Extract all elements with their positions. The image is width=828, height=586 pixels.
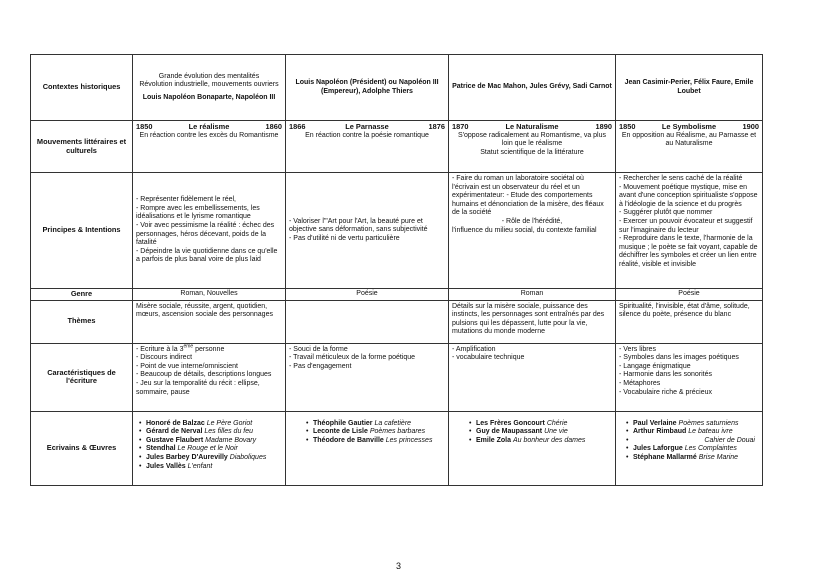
mv-start: 1870 (452, 122, 469, 131)
mv-start: 1850 (619, 122, 636, 131)
list-item: • Leconte de Lisle Poèmes barbares (303, 428, 445, 437)
text-line: - Travail méticuleux de la forme poétique (289, 354, 416, 362)
text-line: - Jeu sur la temporalité du récit : ellipse, sommaire, pause (136, 379, 260, 396)
text-line: - Vocabulaire riche & précieux (619, 388, 712, 396)
text-line: - Pas d'engagement (289, 362, 352, 370)
mv-name: Le Parnasse (345, 122, 389, 131)
row-ecrivains (31, 411, 763, 485)
text-line: - Suggérer plutôt que nommer (619, 209, 713, 217)
text-line: - Rôle de l'hérédité, (501, 217, 563, 225)
list-item: • Guy de Maupassant Une vie (466, 428, 612, 437)
row-label: Caractéristiques de l'écriture (31, 343, 133, 411)
list-item: • Théophile Gautier La cafetière (303, 420, 445, 429)
text-line: - Dépeindre la vie quotidienne dans ce qu'elle a parfois de plus banal voire de plus laid (136, 247, 278, 264)
list-item: • Stéphane Mallarmé Brise Marine (623, 454, 759, 463)
principes-naturalisme (449, 173, 616, 289)
ecrivains-parnasse (286, 411, 449, 485)
row-label: Principes & Intentions (31, 173, 133, 289)
contexte-realisme (133, 55, 286, 121)
row-caracteristiques (31, 343, 763, 411)
ecrivains-realisme (133, 411, 286, 485)
text-line: - Métaphores (619, 379, 661, 387)
mv-sub: En opposition au Réalisme, au Parnasse et au Naturalisme (621, 131, 757, 148)
text-line: Révolution industrielle, mouvements ouvriers (139, 81, 279, 89)
text-line: - Mouvement poétique mystique, mise en avant d'une conception spiritualiste s'oppose à l'idéologie de la science et du progrès (619, 183, 758, 208)
mv-start: 1850 (136, 122, 153, 131)
themes-symbolisme: Spiritualité, l'invisible, état d'âme, solitude, silence du poète, présence du blanc (616, 300, 763, 343)
text-line: - Ecriture à la 3ème personne (136, 343, 225, 353)
contexte-parnasse: Louis Napoléon (Président) ou Napoléon III (Empereur), Adolphe Thiers (286, 55, 449, 121)
mouvement-naturalisme (449, 121, 616, 173)
themes-naturalisme: Détails sur la misère sociale, puissance des instincts, les personnages sont entraînés par des pulsions qui les dépassent, lutte pour la vie, mutations du monde moderne (449, 300, 616, 343)
mv-name: Le Symbolisme (661, 122, 717, 131)
text-line: - Rompre avec les embellissements, les idéalisations et le lyrisme romantique (136, 204, 260, 221)
mv-end: 1876 (428, 122, 445, 131)
text-line: - Exercer un pouvoir évocateur et suggestif sur l'imaginaire du lecteur (619, 217, 753, 234)
text-line: - Représenter fidèlement le réel, (136, 196, 236, 204)
principes-symbolisme (616, 173, 763, 289)
text-line: - Pas d'utilité ni de vertu particulière (289, 234, 400, 242)
literature-table (30, 54, 763, 486)
mv-end: 1900 (742, 122, 759, 131)
row-label: Thèmes (31, 300, 133, 343)
themes-parnasse (286, 300, 449, 343)
mv-sub2: Statut scientifique de la littérature (480, 148, 584, 156)
row-label: Mouvements littéraires et culturels (31, 121, 133, 173)
text-line: - Amplification (452, 345, 496, 353)
row-contextes (31, 55, 763, 121)
mouvement-parnasse (286, 121, 449, 173)
text-line: - Point de vue interne/omniscient (136, 362, 238, 370)
contexte-naturalisme: Patrice de Mac Mahon, Jules Grévy, Sadi Carnot (449, 55, 616, 121)
list-item: • Gustave Flaubert Madame Bovary (136, 437, 282, 446)
text-line: - Valoriser l'"Art pour l'Art, la beauté pure et objective sans déformation, sans subjectivité (289, 217, 428, 234)
list-item: • Stendhal Le Rouge et le Noir (136, 445, 282, 454)
ecrivains-symbolisme (616, 411, 763, 485)
text-line: - Beaucoup de détails, descriptions longues (136, 371, 272, 379)
text-line: - vocabulaire technique (452, 354, 525, 362)
mouvement-realisme (133, 121, 286, 173)
list-item: • Arthur Rimbaud Le bateau ivre (623, 428, 759, 437)
genre-naturalisme: Roman (449, 289, 616, 301)
list-item: • Honoré de Balzac Le Père Goriot (136, 420, 282, 429)
row-genre (31, 289, 763, 301)
text-line: - Symboles dans les images poétiques (619, 354, 739, 362)
mv-name: Le Naturalisme (505, 122, 559, 131)
text-line: - Reproduire dans le texte, l'harmonie de la musique ; le poète se fait voyant, capable de déchiffrer les symboles et créer un lien entre réalité, visible et invisible (619, 235, 758, 268)
principes-realisme (133, 173, 286, 289)
row-label: Contextes historiques (31, 55, 133, 121)
genre-realisme: Roman, Nouvelles (133, 289, 286, 301)
list-item: • Emile Zola Au bonheur des dames (466, 437, 612, 446)
mv-end: 1860 (265, 122, 282, 131)
contexte-symbolisme: Jean Casimir-Perier, Félix Faure, Emile Loubet (616, 55, 763, 121)
caract-naturalisme (449, 343, 616, 411)
row-mouvements (31, 121, 763, 173)
themes-realisme: Misère sociale, réussite, argent, quotidien, mœurs, ascension sociale des personnages (133, 300, 286, 343)
mv-name: Le réalisme (188, 122, 230, 131)
list-item: • Jules Vallès L'enfant (136, 463, 282, 472)
text-line: - Voir avec pessimisme la réalité : échec des personnages, héros décevant, poids de la fatalité (136, 221, 275, 247)
caract-symbolisme (616, 343, 763, 411)
mv-start: 1866 (289, 122, 306, 131)
principes-parnasse (286, 173, 449, 289)
text-line: - Langage énigmatique (619, 362, 691, 370)
list-item: • Théodore de Banville Les princesses (303, 437, 445, 446)
text-line: Louis Napoléon Bonaparte, Napoléon III (142, 93, 276, 101)
caract-realisme (133, 343, 286, 411)
genre-symbolisme: Poésie (616, 289, 763, 301)
text-line: - Discours indirect (136, 354, 193, 362)
mv-sub: En réaction contre les excès du Romantisme (139, 131, 279, 139)
text-line: - Faire du roman un laboratoire sociétal où l'écrivain est un observateur du réel et un expérimentateur: - Etude des comportements humains et dénonciation de la misère, des fléaux de la société (452, 175, 604, 217)
list-item: • Jules Laforgue Les Complaintes (623, 445, 759, 454)
text-line: - Harmonie dans les sonorités (619, 371, 712, 379)
page-number: 3 (396, 561, 402, 571)
text-line: - Vers libres (619, 345, 656, 353)
list-item: • Les Frères Goncourt Chérie (466, 420, 612, 429)
list-item: • Jules Barbey D'Aurevilly Diaboliques (136, 454, 282, 463)
mouvement-symbolisme (616, 121, 763, 173)
mv-end: 1890 (595, 122, 612, 131)
mv-sub: En réaction contre la poésie romantique (305, 131, 429, 139)
text-line: - Rechercher le sens caché de la réalité (619, 175, 743, 182)
row-label: Ecrivains & Œuvres (31, 411, 133, 485)
list-item: • Paul Verlaine Poèmes saturniens (623, 420, 759, 429)
list-item-extra: • Cahier de Douai (623, 437, 759, 446)
genre-parnasse: Poésie (286, 289, 449, 301)
row-themes (31, 300, 763, 343)
mv-sub: S'oppose radicalement au Romantisme, va plus loin que le réalisme (457, 131, 607, 148)
ecrivains-naturalisme (449, 411, 616, 485)
text-line: l'influence du milieu social, du contexte familial (452, 226, 597, 234)
text-line: - Souci de la forme (289, 345, 348, 353)
caract-parnasse (286, 343, 449, 411)
row-label: Genre (31, 289, 133, 301)
text-line: Grande évolution des mentalités (158, 72, 260, 80)
list-item: • Gérard de Nerval Les filles du feu (136, 428, 282, 437)
row-principes (31, 173, 763, 289)
